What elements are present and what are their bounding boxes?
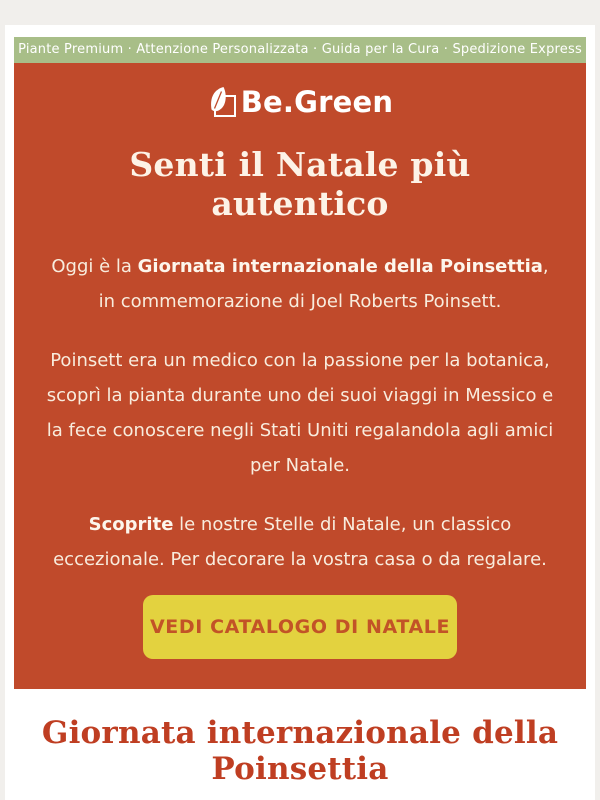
view-christmas-catalog-button[interactable]: VEDI CATALOGO DI NATALE	[143, 595, 457, 659]
email-container	[5, 25, 595, 800]
poinsettia-day-section	[14, 689, 586, 800]
section-heading: Giornata internazionale della Poinsettia	[41, 715, 559, 787]
hero-paragraph-3	[46, 507, 554, 577]
hero-heading: Senti il Natale più autentico	[129, 145, 471, 223]
leaf-in-square-icon	[207, 85, 239, 119]
hero-section	[14, 63, 586, 689]
hero-paragraph-1	[46, 249, 554, 319]
brand-logo[interactable]	[207, 85, 393, 119]
paragraph-text: Oggi è la	[51, 256, 138, 277]
paragraph-text: , in commemorazione di Joel Roberts Poinsett.	[98, 256, 549, 312]
hero-paragraph-2: Poinsett era un medico con la passione per la botanica, scoprì la pianta durante uno dei suoi viaggi in Messico e la fece conoscere negli Stati Uniti regalandola agli amici per Natale.	[46, 350, 554, 476]
brand-name: Be.Green	[240, 85, 394, 119]
paragraph-bold-text: Scoprite	[88, 514, 174, 535]
paragraph-bold-text: Giornata internazionale della Poinsettia	[137, 256, 543, 277]
services-banner: Piante Premium · Attenzione Personalizzata · Guida per la Cura · Spedizione Express	[14, 37, 586, 63]
paragraph-text: le nostre Stelle di Natale, un classico eccezionale. Per decorare la vostra casa o da regalare.	[53, 514, 547, 570]
